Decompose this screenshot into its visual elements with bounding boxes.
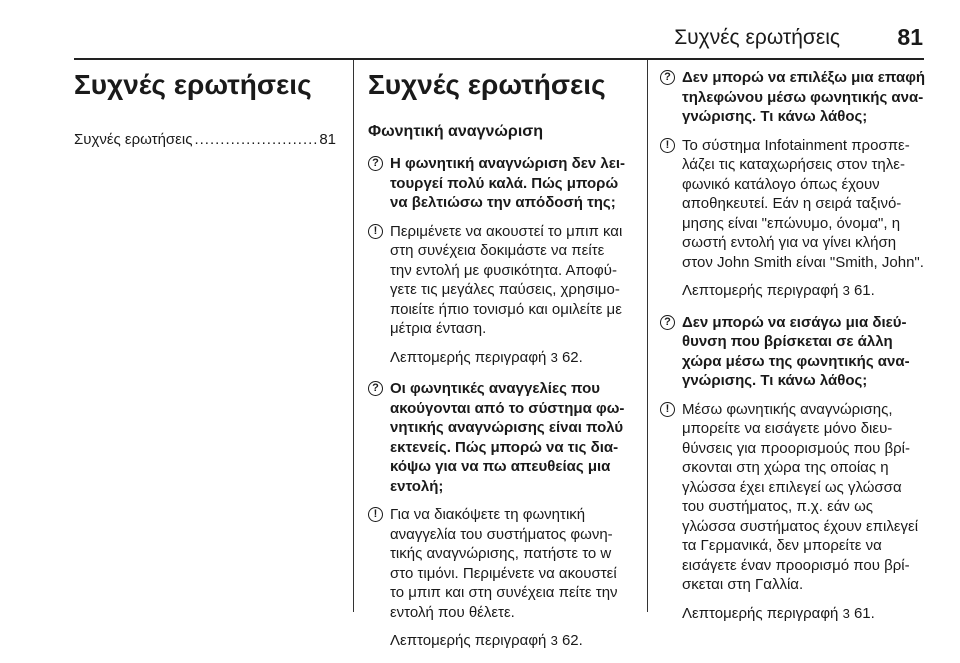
faq-question bbox=[368, 154, 630, 213]
faq-question bbox=[660, 68, 926, 127]
detail-label: Λεπτομερής περιγραφή bbox=[682, 604, 839, 622]
page-arrow-icon: 3 bbox=[842, 283, 850, 298]
column-divider bbox=[353, 60, 354, 612]
faq-question bbox=[368, 379, 630, 496]
detail-reference[interactable] bbox=[682, 281, 926, 301]
detail-reference[interactable] bbox=[682, 604, 926, 624]
question-text: Δεν μπορώ να εισάγω μια διεύθυνση που βρίσκεται σε άλλη χώρα μέσω της φωνητικής αναγνώρισης. Τι κάνω λάθος; bbox=[682, 313, 910, 389]
page-arrow-icon: 3 bbox=[550, 349, 558, 365]
toc-entry-label: Συχνές ερωτήσεις bbox=[74, 131, 193, 148]
exclamation-icon: ! bbox=[368, 224, 383, 239]
detail-page: 62. bbox=[561, 632, 583, 649]
chapter-title: Συχνές ερωτήσεις bbox=[368, 69, 606, 100]
question-icon: ? bbox=[660, 315, 675, 330]
content-column-middle bbox=[368, 68, 630, 663]
section-title: Φωνητική αναγνώριση bbox=[368, 123, 543, 140]
table-of-contents bbox=[74, 68, 336, 149]
faq-answer bbox=[368, 222, 630, 339]
question-text: Οι φωνητικές αναγγελίες που ακούγονται από το σύστημα φωνητικής αναγνώρισης είναι πολύ εκτενείς. Πώς μπορώ να τις διακόψω για να πω απευθείας μια εντολή; bbox=[390, 380, 625, 495]
toc-entry[interactable] bbox=[74, 130, 336, 149]
toc-entry-leader: ........................ bbox=[194, 131, 319, 148]
detail-label: Λεπτομερής περιγραφή bbox=[390, 632, 547, 649]
answer-text-end: στο τιμόνι. Περιμένετε να ακουστεί το μπιπ και στη συνέχεια πείτε την εντολή που θέλετε. bbox=[390, 564, 618, 621]
content-column-right bbox=[660, 68, 926, 635]
answer-text-start: Για να διακόψετε τη φωνητική αναγγελία του συστήματος φωνητικής αναγνώρισης, πατήστε το bbox=[390, 506, 613, 562]
question-text: Η φωνητική αναγνώριση δεν λειτουργεί πολύ καλά. Πώς μπορώ να βελτιώσω την απόδοσή της; bbox=[390, 155, 625, 211]
steering-wheel-button-icon: w bbox=[600, 545, 612, 562]
detail-reference[interactable] bbox=[390, 631, 630, 651]
page-number: 81 bbox=[897, 24, 923, 50]
question-icon: ? bbox=[368, 381, 383, 396]
question-icon: ? bbox=[660, 70, 675, 85]
answer-text: Περιμένετε να ακουστεί το μπιπ και στη συνέχεια δοκιμάστε να πείτε την εντολή με φυσικότητα. Αποφύγετε τις μεγάλες παύσεις, χρησιμοποιείτε ήπιο τονισμό και ομιλείτε με μέτρια ένταση. bbox=[390, 222, 623, 337]
toc-entry-page: 81 bbox=[319, 131, 336, 148]
detail-page: 62. bbox=[561, 348, 583, 366]
exclamation-icon: ! bbox=[660, 402, 675, 417]
detail-label: Λεπτομερής περιγραφή bbox=[682, 282, 839, 299]
toc-title: Συχνές ερωτήσεις bbox=[74, 69, 312, 100]
header-title: Συχνές ερωτήσεις bbox=[674, 26, 840, 49]
question-icon: ? bbox=[368, 156, 383, 171]
exclamation-icon: ! bbox=[660, 138, 675, 153]
detail-page: 61. bbox=[853, 604, 875, 622]
faq-answer bbox=[660, 400, 926, 595]
exclamation-icon: ! bbox=[368, 507, 383, 522]
faq-answer bbox=[660, 136, 926, 273]
page-arrow-icon: 3 bbox=[550, 633, 558, 648]
detail-label: Λεπτομερής περιγραφή bbox=[390, 348, 547, 366]
page-arrow-icon: 3 bbox=[842, 605, 850, 621]
header-rule bbox=[74, 58, 924, 60]
question-text: Δεν μπορώ να επιλέξω μια επαφή τηλεφώνου μέσω φωνητικής αναγνώρισης. Τι κάνω λάθος; bbox=[682, 69, 926, 125]
answer-text: Το σύστημα Infotainment προσπελάζει τις καταχωρήσεις στον τηλεφωνικό κατάλογο όπως έχουν αποθηκευτεί. Εάν η σειρά ταξινόμησης είναι "επώνυμο, όνομα", η σωστή εντολή για να γίνει κλήση στον John Smith είναι "Smith, John". bbox=[682, 136, 924, 271]
answer-text: Μέσω φωνητικής αναγνώρισης, μπορείτε να εισάγετε μόνο διευθύνσεις για προορισμούς που βρίσκονται στη χώρα της οποίας η γλώσσα έχει επιλεγεί ως γλώσσα του συστήματος, π.χ. εάν ως γλώσσα συστήματος έχουν επιλεγεί τα Γερμανικά, δεν μπορείτε να εισάγετε έναν προορισμό που βρίσκεται στη Γαλλία. bbox=[682, 400, 919, 593]
column-divider bbox=[647, 60, 648, 612]
detail-reference[interactable] bbox=[390, 348, 630, 368]
detail-page: 61. bbox=[853, 282, 875, 299]
faq-question bbox=[660, 313, 926, 391]
faq-answer bbox=[368, 505, 630, 622]
